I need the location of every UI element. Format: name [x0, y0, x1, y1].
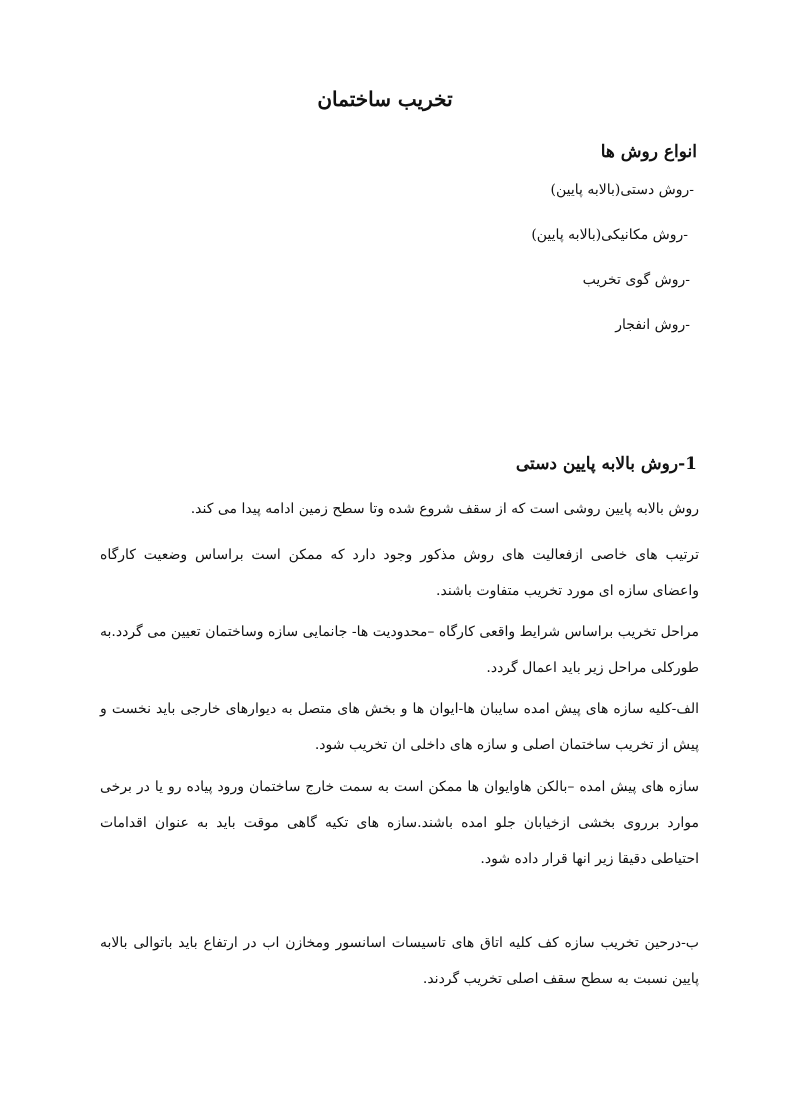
section-heading: 1-روش بالابه پایین دستی	[515, 454, 697, 474]
paragraph: الف-کلیه سازه های پیش امده سایبان ها-ایوان ها و بخش های متصل به دیوارهای خارجی باید نخست و پیش از تخریب ساختمان اصلی و سازه های داخلی ان تخریب شود.	[100, 701, 699, 753]
methods-list	[531, 176, 694, 356]
methods-heading: انواع روش ها	[600, 142, 697, 162]
document-title: تخریب ساختمان	[317, 87, 453, 111]
list-item: -روش دستی(بالابه پایین)	[550, 182, 694, 198]
list-item: -روش انفجار	[615, 317, 690, 333]
paragraph: ترتیب های خاصی ازفعالیت های روش مذکور وجود دارد که ممکن است براساس وضعیت کارگاه واعضای سازه ای مورد تخریب متفاوت باشند.	[100, 547, 699, 599]
paragraph: مراحل تخریب براساس شرایط واقعی کارگاه –محدودیت ها- جانمایی سازه وساختمان تعیین می گردد.به طورکلی مراحل زیر باید اعمال گردد.	[100, 624, 699, 676]
paragraph: روش بالابه پایین روشی است که از سقف شروع شده وتا سطح زمین ادامه پیدا می کند.	[190, 501, 699, 517]
paragraph: سازه های پیش امده –بالکن هاوایوان ها ممکن است به سمت خارج ساختمان ورود پیاده رو یا در برخی موارد برروی بخشی ازخیابان جلو امده باشند.سازه های تکیه گاهی موقت باید به عنوان اقدامات احتیاطی دقیقا زیر انها قرار داده شود.	[100, 779, 699, 867]
list-item: -روش مکانیکی(بالابه پایین)	[531, 227, 688, 243]
paragraph: ب-درحین تخریب سازه کف کلیه اتاق های تاسیسات اسانسور ومخازن اب در ارتفاع باید باتوالی بالابه پایین نسبت به سطح سقف اصلی تخریب گردند.	[100, 935, 699, 987]
list-item: -روش گوی تخریب	[582, 272, 690, 288]
